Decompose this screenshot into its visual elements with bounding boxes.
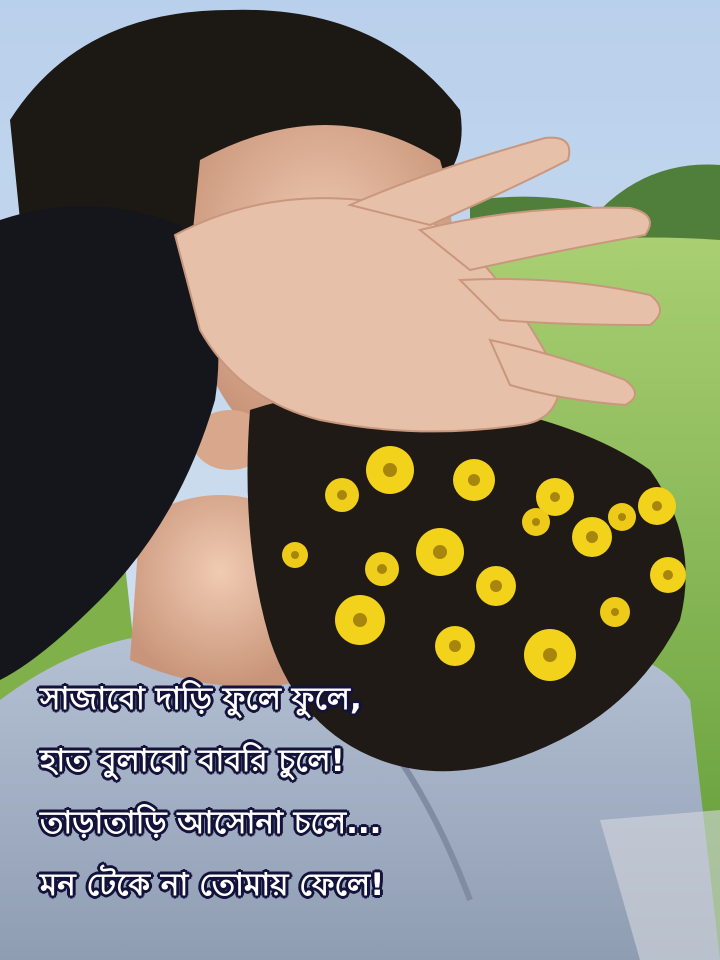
poem-line-3: তাড়াতাড়ি আসোনা চলে...	[40, 805, 382, 841]
flower-7	[608, 503, 636, 531]
flower-12	[476, 566, 516, 606]
flower-11	[365, 552, 399, 586]
flower-3	[453, 459, 495, 501]
flower-6	[572, 517, 612, 557]
poem-caption	[40, 668, 540, 916]
flower-2	[325, 478, 359, 512]
flower-13	[650, 557, 686, 593]
poem-line-1: সাজাবো দাড়ি ফুলে ফুলে,	[40, 681, 362, 717]
flower-16	[435, 626, 475, 666]
flower-9	[282, 542, 308, 568]
flower-1	[366, 446, 414, 494]
flower-8	[638, 487, 676, 525]
flower-10	[416, 528, 464, 576]
flower-5	[522, 508, 550, 536]
poem-line-2: হাত বুলাবো বাবরি চুলে!	[40, 743, 345, 779]
poem-line-4: মন টেকে না তোমায় ফেলে!	[40, 867, 385, 903]
flower-14	[335, 595, 385, 645]
flower-15	[600, 597, 630, 627]
